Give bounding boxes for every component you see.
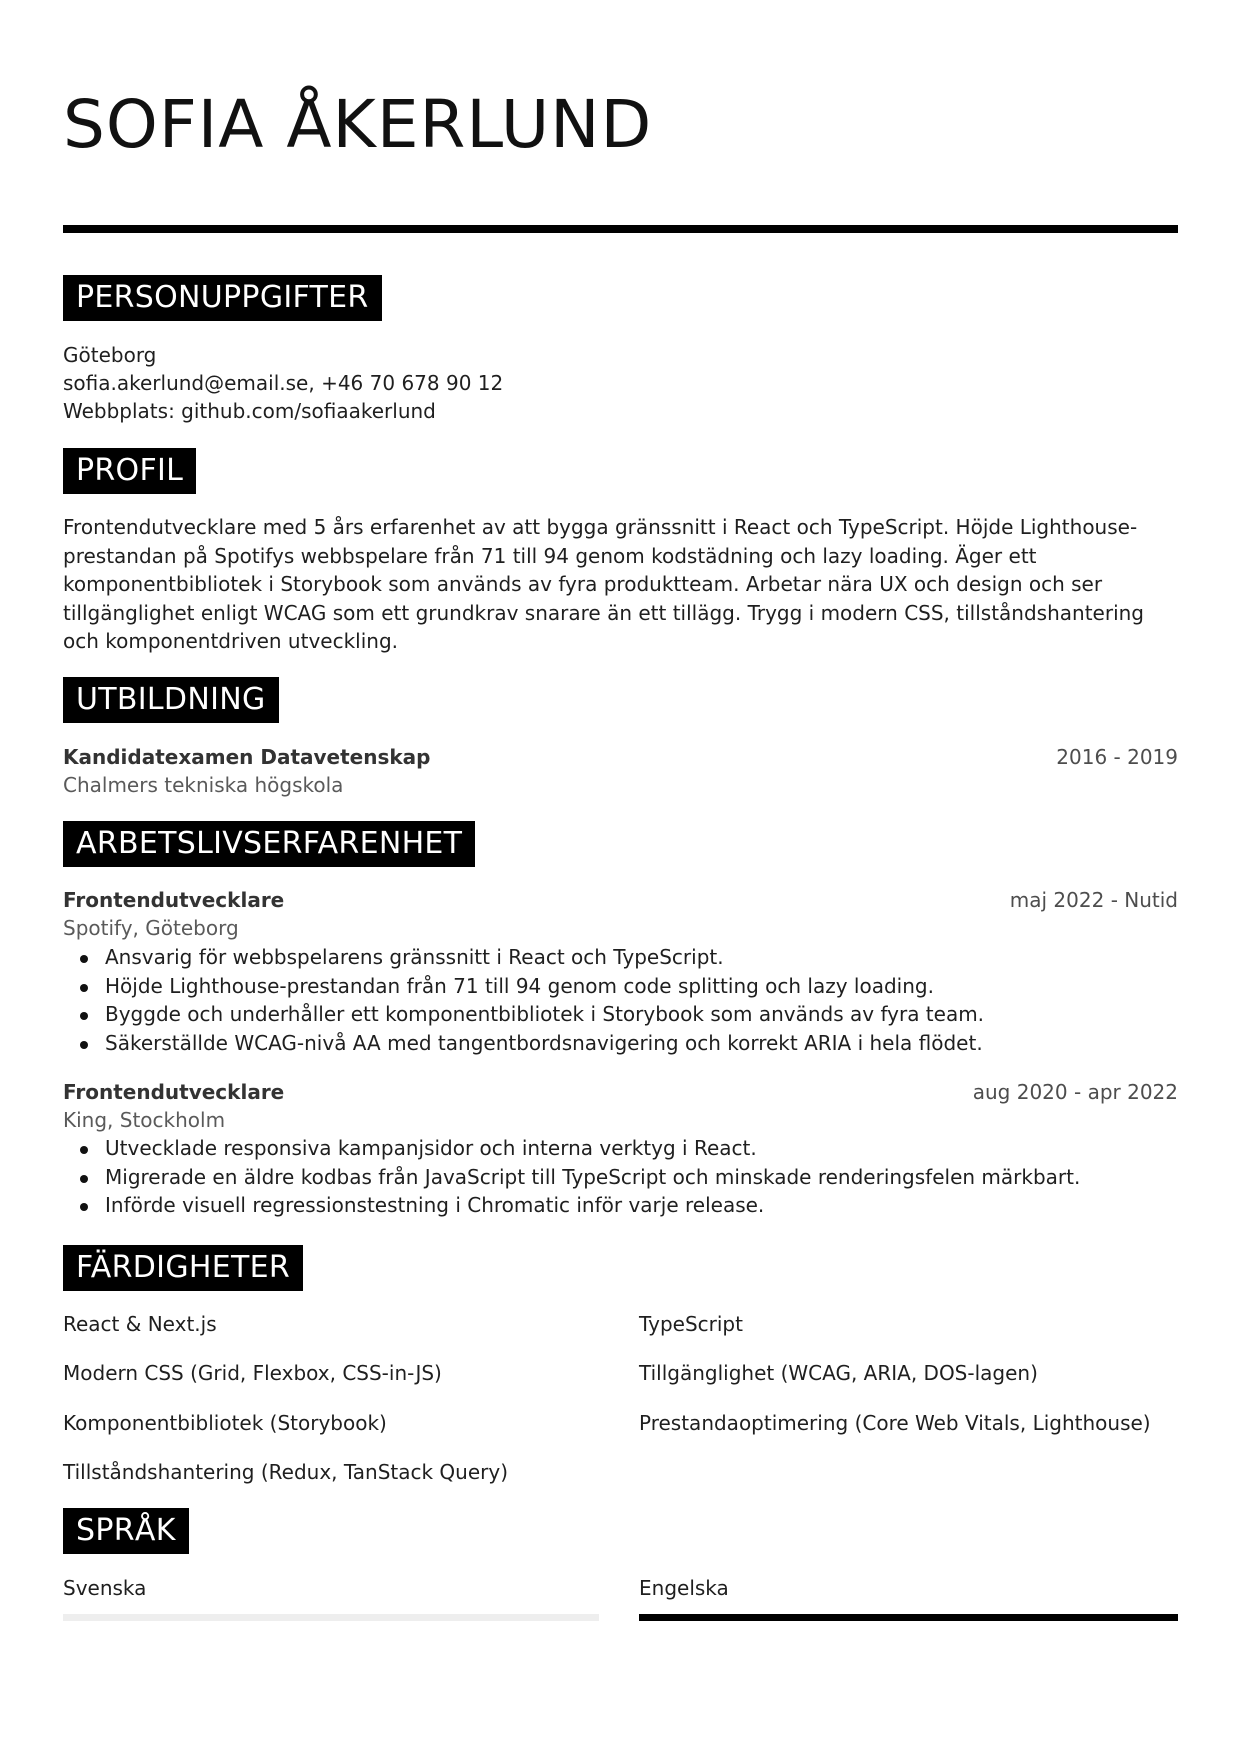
skill-item: Modern CSS (Grid, Flexbox, CSS-in-JS) <box>63 1361 442 1385</box>
job-dates: aug 2020 - apr 2022 <box>972 1080 1178 1104</box>
job-bullet: Byggde och underhåller ett komponentbibliotek i Storybook som används av fyra team. <box>63 1000 984 1029</box>
skill-item: React & Next.js <box>63 1312 217 1336</box>
personal-website: Webbplats: github.com/sofiaakerlund <box>63 399 436 423</box>
language-level-bar <box>639 1614 1178 1621</box>
job-bullet: Säkerställde WCAG-nivå AA med tangentbordsnavigering och korrekt ARIA i hela flödet. <box>63 1029 984 1058</box>
language-level-fill <box>639 1614 1178 1621</box>
job-company: Spotify, Göteborg <box>63 916 239 940</box>
section-heading-personal: PERSONUPPGIFTER <box>63 275 382 321</box>
personal-contact: sofia.akerlund@email.se, +46 70 678 90 12 <box>63 371 504 395</box>
job-bullet: Migrerade en äldre kodbas från JavaScript till TypeScript och minskade renderingsfelen märkbart. <box>63 1163 1080 1192</box>
job-company: King, Stockholm <box>63 1108 226 1132</box>
section-heading-profile: PROFIL <box>63 448 196 494</box>
education-school: Chalmers tekniska högskola <box>63 773 344 797</box>
skill-item: Komponentbibliotek (Storybook) <box>63 1411 387 1435</box>
profile-summary: Frontendutvecklare med 5 års erfarenhet av att bygga gränssnitt i React och TypeScript. Höjde Lighthouse-prestandan på Spotifys webbspelare från 71 till 94 genom kodstädning och lazy loading. Äger ett komponentbibliotek i Storybook som används av fyra produktteam. Arbetar nära UX och design och ser tillgänglighet enligt WCAG som ett grundkrav snarare än ett tillägg. Trygg i modern CSS, tillståndshantering och komponentdriven utveckling. <box>63 515 1144 653</box>
education-degree: Kandidatexamen Datavetenskap <box>63 745 431 769</box>
job-title: Frontendutvecklare <box>63 888 285 912</box>
section-heading-education: UTBILDNING <box>63 677 279 723</box>
job-bullet: Införde visuell regressionstestning i Chromatic inför varje release. <box>63 1191 1080 1220</box>
header-divider <box>63 225 1178 233</box>
skill-item: TypeScript <box>639 1312 743 1336</box>
job-dates: maj 2022 - Nutid <box>1009 888 1178 912</box>
job-bullets <box>63 943 984 1057</box>
candidate-name: SOFIA ÅKERLUND <box>63 86 653 163</box>
section-heading-languages: SPRÅK <box>63 1508 189 1554</box>
section-heading-skills: FÄRDIGHETER <box>63 1245 303 1291</box>
job-bullet: Utvecklade responsiva kampanjsidor och interna verktyg i React. <box>63 1134 1080 1163</box>
section-heading-experience: ARBETSLIVSERFARENHET <box>63 821 475 867</box>
language-name: Engelska <box>639 1576 729 1600</box>
skill-item: Tillståndshantering (Redux, TanStack Query) <box>63 1460 509 1484</box>
job-bullet: Ansvarig för webbspelarens gränssnitt i React och TypeScript. <box>63 943 984 972</box>
skill-item: Tillgänglighet (WCAG, ARIA, DOS-lagen) <box>639 1361 1038 1385</box>
language-name: Svenska <box>63 1576 147 1600</box>
job-bullet: Höjde Lighthouse-prestandan från 71 till 94 genom code splitting och lazy loading. <box>63 972 984 1001</box>
personal-city: Göteborg <box>63 343 157 367</box>
education-dates: 2016 - 2019 <box>1056 745 1178 769</box>
skill-item: Prestandaoptimering (Core Web Vitals, Lighthouse) <box>639 1411 1151 1435</box>
job-bullets <box>63 1134 1080 1220</box>
job-title: Frontendutvecklare <box>63 1080 285 1104</box>
language-level-bar <box>63 1614 599 1621</box>
